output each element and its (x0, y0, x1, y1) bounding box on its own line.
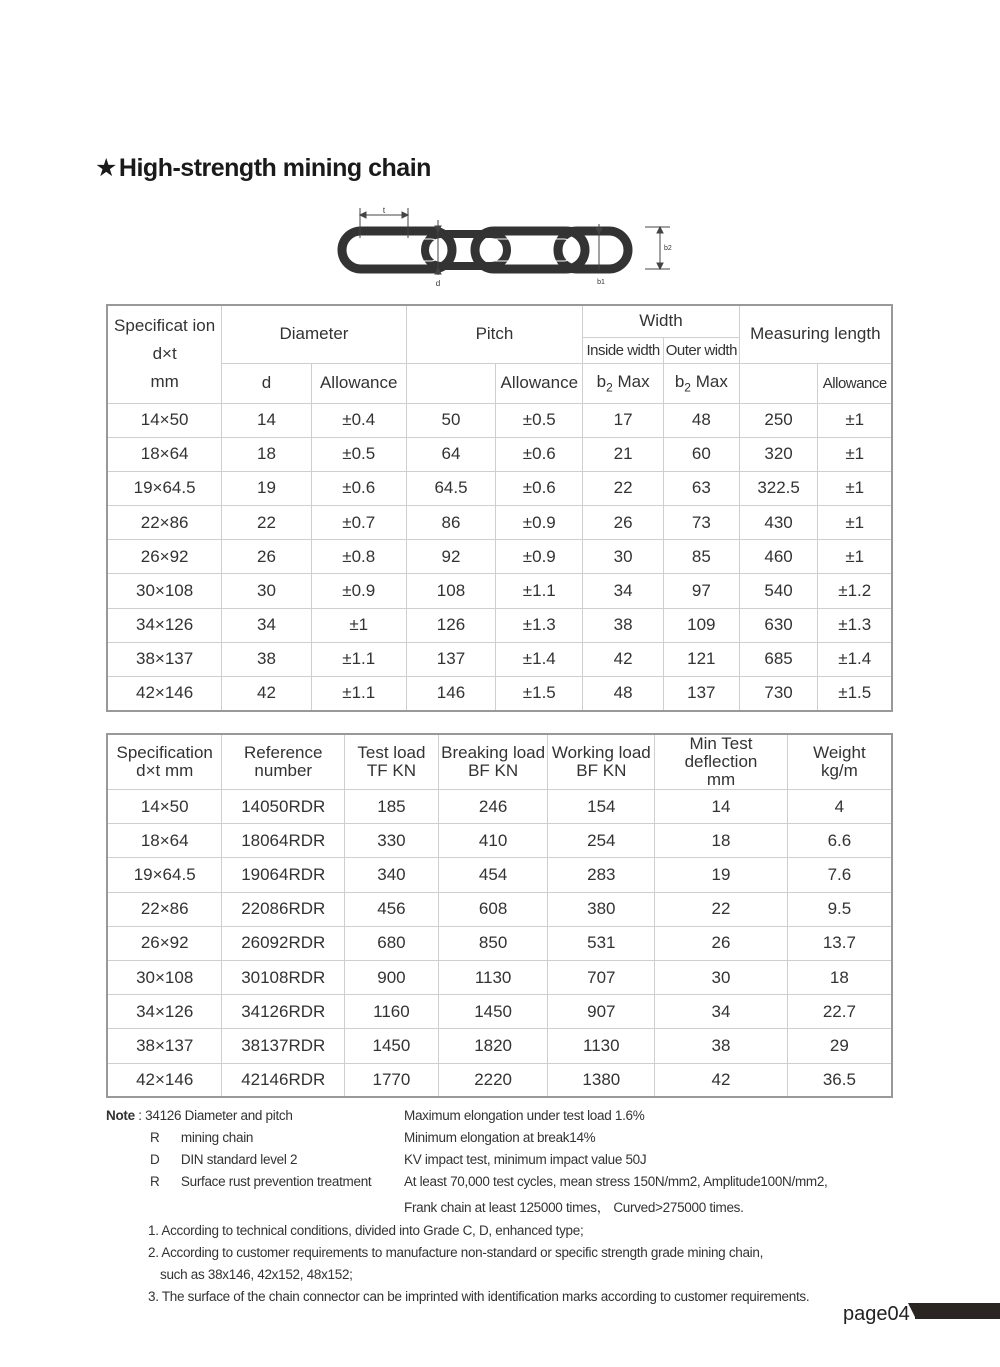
dim-cell: 22×86 (107, 506, 222, 540)
loads-cell: 14 (655, 790, 788, 824)
loads-header-cell: Weight kg/m (787, 734, 892, 790)
loads-cell: 19×64.5 (107, 858, 222, 892)
loads-cell: 13.7 (787, 926, 892, 960)
loads-cell: 340 (345, 858, 439, 892)
dim-cell: 540 (739, 574, 818, 608)
dim-cell: 146 (406, 677, 496, 711)
dim-cell: ±1 (818, 437, 892, 471)
loads-header-cell: Working load BF KN (548, 734, 655, 790)
loads-cell: 1130 (548, 1029, 655, 1063)
note-right-4: At least 70,000 test cycles, mean stress 150N/mm2, Amplitude100N/mm2, (404, 1174, 828, 1189)
dim-cell: 109 (663, 608, 739, 642)
loads-cell: 330 (345, 824, 439, 858)
note-row-4: R Surface rust prevention treatment (150, 1174, 372, 1189)
width-header: Width (583, 305, 739, 337)
loads-cell: 900 (345, 960, 439, 994)
inside-width-header: Inside width (583, 337, 664, 363)
loads-cell: 907 (548, 995, 655, 1029)
dim-cell: ±1.5 (496, 677, 583, 711)
chain-diagram (330, 200, 680, 295)
dim-cell: 630 (739, 608, 818, 642)
loads-header-cell: Min Test deflection mm (655, 734, 788, 790)
dim-cell: 685 (739, 642, 818, 676)
loads-cell: 18064RDR (222, 824, 345, 858)
loads-cell: 26×92 (107, 926, 222, 960)
loads-cell: 1770 (345, 1063, 439, 1097)
pitch-allowance-header: Allowance (496, 363, 583, 403)
loads-header-cell: Test load TF KN (345, 734, 439, 790)
dim-cell: 38 (583, 608, 664, 642)
loads-table (106, 733, 893, 1098)
dim-cell: 34 (583, 574, 664, 608)
page-number: page04 (843, 1303, 910, 1325)
dim-cell: 42×146 (107, 677, 222, 711)
loads-row (107, 824, 892, 858)
dim-row (107, 677, 892, 711)
pitch-header: Pitch (406, 305, 583, 363)
loads-cell: 2220 (438, 1063, 548, 1097)
loads-cell: 36.5 (787, 1063, 892, 1097)
loads-cell: 1450 (345, 1029, 439, 1063)
dim-cell: 26 (222, 540, 312, 574)
dim-cell: 38×137 (107, 642, 222, 676)
loads-cell: 1130 (438, 960, 548, 994)
pitch-value-header (406, 363, 496, 403)
diameter-d-label: d (435, 279, 441, 288)
loads-cell: 1380 (548, 1063, 655, 1097)
dim-cell: 26 (583, 506, 664, 540)
loads-cell: 26092RDR (222, 926, 345, 960)
dim-row (107, 506, 892, 540)
note-right-5: Frank chain at least 125000 times， Curved>275000 times. (404, 1200, 744, 1215)
dim-cell: ±1.5 (818, 677, 892, 711)
d-header: d (222, 363, 312, 403)
loads-cell: 34 (655, 995, 788, 1029)
dim-cell: 92 (406, 540, 496, 574)
loads-cell: 38 (655, 1029, 788, 1063)
loads-cell: 22×86 (107, 892, 222, 926)
dim-cell: 64 (406, 437, 496, 471)
dim-cell: ±0.4 (311, 403, 406, 437)
measuring-length-header: Measuring length (739, 305, 892, 363)
loads-header-cell: Specification d×t mm (107, 734, 222, 790)
dim-cell: 18×64 (107, 437, 222, 471)
b2-outer-header: $b_2$ Max (663, 363, 739, 403)
loads-cell: 14×50 (107, 790, 222, 824)
dim-cell: 42 (583, 642, 664, 676)
dim-cell: ±0.5 (496, 403, 583, 437)
loads-cell: 19 (655, 858, 788, 892)
loads-cell: 185 (345, 790, 439, 824)
chain-link-4 (558, 231, 628, 269)
page-title (95, 153, 431, 183)
dim-cell: 30 (583, 540, 664, 574)
loads-cell: 4 (787, 790, 892, 824)
loads-cell: 6.6 (787, 824, 892, 858)
dim-cell: 17 (583, 403, 664, 437)
page-bar (915, 1303, 1000, 1319)
dim-cell: ±0.6 (496, 437, 583, 471)
loads-cell: 30108RDR (222, 960, 345, 994)
dim-cell: 48 (663, 403, 739, 437)
title-text: High-strength mining chain (118, 154, 431, 182)
dim-cell: ±1.3 (818, 608, 892, 642)
loads-cell: 531 (548, 926, 655, 960)
dim-cell: 18 (222, 437, 312, 471)
dim-cell: 14 (222, 403, 312, 437)
dim-cell: ±1.1 (311, 642, 406, 676)
b2-label: b2 (664, 245, 672, 252)
loads-cell: 7.6 (787, 858, 892, 892)
dim-cell: 108 (406, 574, 496, 608)
loads-cell: 707 (548, 960, 655, 994)
dim-cell: ±1.4 (496, 642, 583, 676)
loads-header-cell: Breaking load BF KN (438, 734, 548, 790)
dim-cell: 137 (406, 642, 496, 676)
loads-cell: 1820 (438, 1029, 548, 1063)
loads-cell: 456 (345, 892, 439, 926)
dim-cell: ±1.4 (818, 642, 892, 676)
loads-table-body (107, 790, 892, 1098)
dim-cell: 50 (406, 403, 496, 437)
star-icon: ★ (95, 154, 117, 182)
loads-cell: 19064RDR (222, 858, 345, 892)
dim-cell: ±1.1 (496, 574, 583, 608)
length-allowance-header: Allowance (818, 363, 892, 403)
dim-cell: 34×126 (107, 608, 222, 642)
dim-cell: 48 (583, 677, 664, 711)
loads-row (107, 960, 892, 994)
dim-cell: 430 (739, 506, 818, 540)
loads-cell: 18 (655, 824, 788, 858)
dim-cell: 26×92 (107, 540, 222, 574)
loads-cell: 38137RDR (222, 1029, 345, 1063)
loads-row (107, 1029, 892, 1063)
note-right-2: Minimum elongation at break14% (404, 1130, 596, 1145)
dim-cell: ±0.5 (311, 437, 406, 471)
dim-cell: 42 (222, 677, 312, 711)
loads-cell: 9.5 (787, 892, 892, 926)
note-label: Note (106, 1108, 135, 1123)
dim-cell: 60 (663, 437, 739, 471)
diameter-allowance-header: Allowance (311, 363, 406, 403)
note-list-2b: such as 38x146, 42x152, 48x152; (160, 1267, 353, 1282)
dim-row (107, 574, 892, 608)
loads-cell: 154 (548, 790, 655, 824)
loads-cell: 42146RDR (222, 1063, 345, 1097)
loads-header-cell: Reference number (222, 734, 345, 790)
dim-cell: ±0.9 (496, 540, 583, 574)
dim-cell: 14×50 (107, 403, 222, 437)
loads-cell: 608 (438, 892, 548, 926)
dim-cell: 38 (222, 642, 312, 676)
loads-table-header (107, 734, 892, 790)
note-list-1: 1. According to technical conditions, divided into Grade C, D, enhanced type; (148, 1223, 584, 1238)
dim-cell: ±0.6 (496, 471, 583, 505)
note-list-3: 3. The surface of the chain connector can be imprinted with identification marks according to customer requirements. (148, 1289, 810, 1304)
loads-row (107, 926, 892, 960)
loads-cell: 29 (787, 1029, 892, 1063)
loads-cell: 38×137 (107, 1029, 222, 1063)
loads-row (107, 995, 892, 1029)
diameter-header: Diameter (222, 305, 406, 363)
dim-row (107, 471, 892, 505)
loads-cell: 26 (655, 926, 788, 960)
dim-cell: ±1.3 (496, 608, 583, 642)
dim-cell: 121 (663, 642, 739, 676)
note-right-3: KV impact test, minimum impact value 50J (404, 1152, 647, 1167)
dim-cell: ±0.7 (311, 506, 406, 540)
note-list-2: 2. According to customer requirements to manufacture non-standard or specific strength grade mining chain, (148, 1245, 764, 1260)
dim-cell: 97 (663, 574, 739, 608)
dimensions-table (106, 304, 893, 712)
note-right-1: Maximum elongation under test load 1.6% (404, 1108, 645, 1123)
dim-cell: 86 (406, 506, 496, 540)
dim-cell: ±1 (818, 540, 892, 574)
loads-cell: 18×64 (107, 824, 222, 858)
spec-header: Specificat ion d×t mm (107, 305, 222, 403)
loads-cell: 42 (655, 1063, 788, 1097)
loads-cell: 22 (655, 892, 788, 926)
dim-cell: 126 (406, 608, 496, 642)
dim-cell: ±1 (818, 506, 892, 540)
dim-row (107, 403, 892, 437)
outer-width-header: Outer width (663, 337, 739, 363)
loads-cell: 34126RDR (222, 995, 345, 1029)
pitch-t-label: t (382, 206, 386, 215)
dim-cell: ±1.1 (311, 677, 406, 711)
dim-row (107, 540, 892, 574)
loads-row (107, 790, 892, 824)
loads-cell: 42×146 (107, 1063, 222, 1097)
dim-cell: 460 (739, 540, 818, 574)
dim-cell: 730 (739, 677, 818, 711)
loads-cell: 410 (438, 824, 548, 858)
loads-cell: 380 (548, 892, 655, 926)
loads-cell: 1160 (345, 995, 439, 1029)
dim-cell: 73 (663, 506, 739, 540)
loads-cell: 22086RDR (222, 892, 345, 926)
dim-cell: ±1 (311, 608, 406, 642)
dim-cell: 137 (663, 677, 739, 711)
b2-inside-header: $b_2$ Max (583, 363, 664, 403)
loads-cell: 454 (438, 858, 548, 892)
loads-cell: 246 (438, 790, 548, 824)
dim-cell: 85 (663, 540, 739, 574)
b1-label: b1 (597, 279, 605, 286)
loads-cell: 30×108 (107, 960, 222, 994)
dim-cell: 64.5 (406, 471, 496, 505)
dim-cell: 19×64.5 (107, 471, 222, 505)
loads-cell: 850 (438, 926, 548, 960)
loads-cell: 680 (345, 926, 439, 960)
note-row-2: R mining chain (150, 1130, 254, 1145)
loads-cell: 283 (548, 858, 655, 892)
dim-cell: 19 (222, 471, 312, 505)
loads-row (107, 858, 892, 892)
loads-cell: 1450 (438, 995, 548, 1029)
loads-cell: 14050RDR (222, 790, 345, 824)
note-row-3: D DIN standard level 2 (150, 1152, 298, 1167)
dim-cell: 22 (222, 506, 312, 540)
loads-row (107, 1063, 892, 1097)
dim-cell: ±0.9 (496, 506, 583, 540)
dim-cell: ±0.6 (311, 471, 406, 505)
dim-cell: 22 (583, 471, 664, 505)
dim-cell: ±1 (818, 471, 892, 505)
dim-row (107, 642, 892, 676)
loads-cell: 254 (548, 824, 655, 858)
dim-cell: ±1 (818, 403, 892, 437)
dim-row (107, 608, 892, 642)
dim-cell: 320 (739, 437, 818, 471)
dimensions-table-body (107, 403, 892, 711)
loads-cell: 22.7 (787, 995, 892, 1029)
dim-cell: 250 (739, 403, 818, 437)
length-value-header (739, 363, 818, 403)
dim-cell: ±0.9 (311, 574, 406, 608)
loads-row (107, 892, 892, 926)
loads-cell: 34×126 (107, 995, 222, 1029)
dim-cell: 63 (663, 471, 739, 505)
dim-cell: ±0.8 (311, 540, 406, 574)
dim-cell: 34 (222, 608, 312, 642)
loads-cell: 30 (655, 960, 788, 994)
note-row-1: Note : 34126 Diameter and pitch (106, 1108, 293, 1123)
dim-row (107, 437, 892, 471)
dim-cell: 322.5 (739, 471, 818, 505)
dim-cell: ±1.2 (818, 574, 892, 608)
dim-cell: 21 (583, 437, 664, 471)
dim-cell: 30×108 (107, 574, 222, 608)
loads-cell: 18 (787, 960, 892, 994)
dim-cell: 30 (222, 574, 312, 608)
